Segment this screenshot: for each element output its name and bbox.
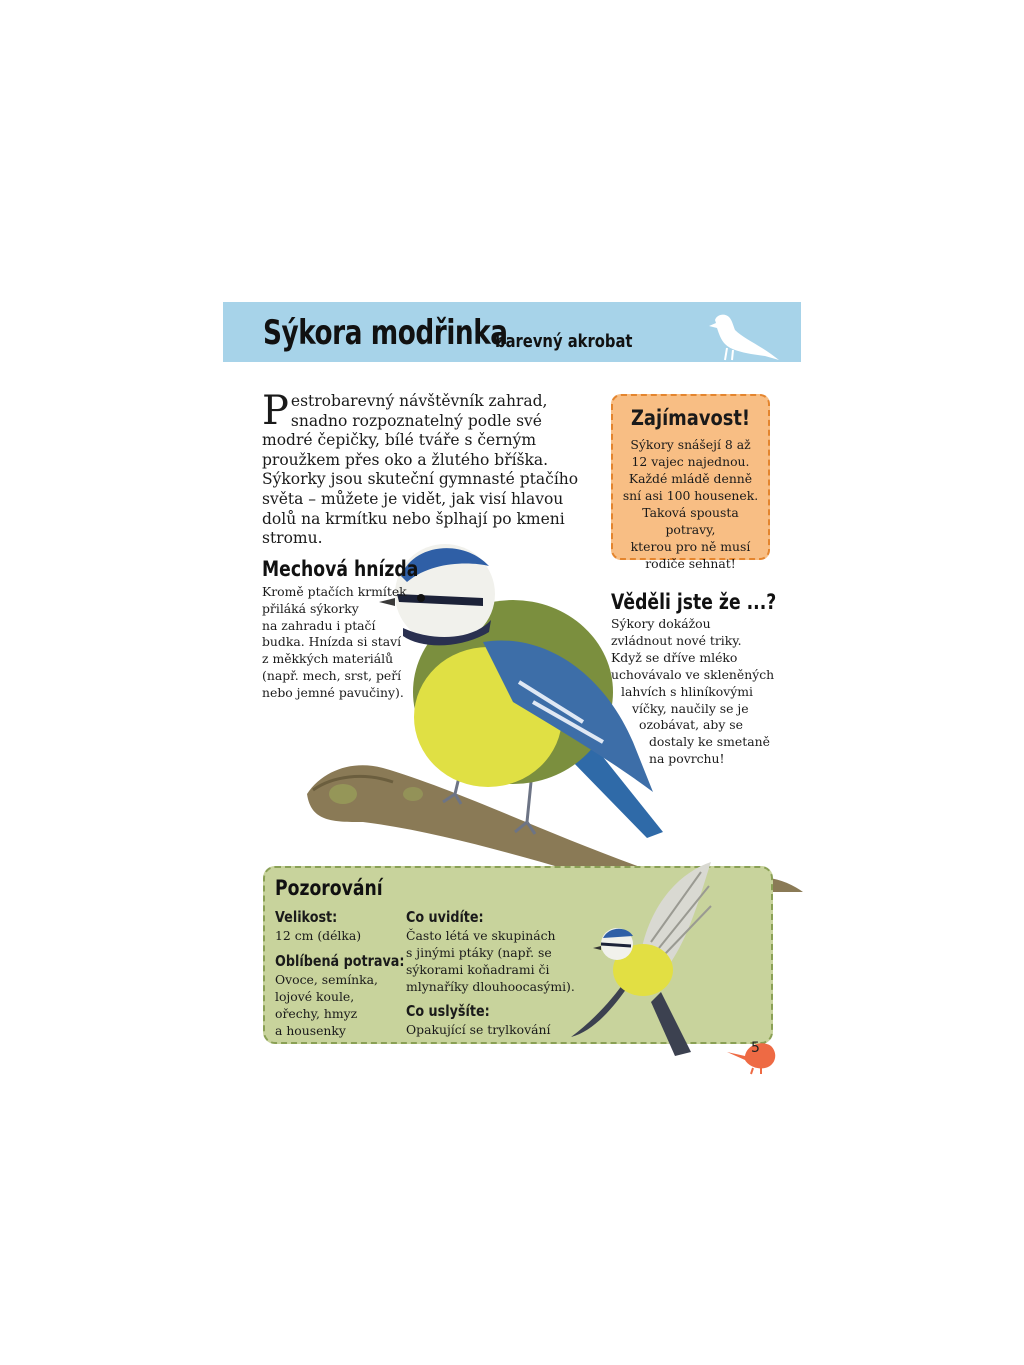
food-line: a housenky — [275, 1023, 346, 1038]
food-value — [275, 971, 378, 1039]
header-band — [223, 302, 801, 362]
food-line: lojové koule, — [275, 989, 355, 1004]
nest-line: nebo jemné pavučiny). — [262, 684, 404, 700]
fact-title: Zajímavost! — [630, 406, 751, 430]
size-label: Velikost: — [275, 908, 338, 926]
know-line: víčky, naučily se je — [632, 700, 749, 716]
page-subtitle: barevný akrobat — [495, 331, 633, 352]
page-title: Sýkora modřinka — [263, 313, 508, 353]
see-line: mlynaříky dlouhoocasými). — [406, 979, 575, 994]
know-line: dostaly ke smetaně — [649, 734, 770, 750]
did-you-know-heading: Věděli jste že ...? — [611, 590, 777, 614]
observation-heading: Pozorování — [275, 876, 383, 900]
nest-line: (např. mech, srst, peří — [262, 667, 402, 683]
fact-line: Sýkory snášejí 8 až — [630, 437, 751, 452]
book-page — [223, 302, 801, 1092]
nest-heading: Mechová hnízda — [262, 557, 419, 581]
fact-line: rodiče sehnat! — [645, 556, 736, 571]
see-line: Často létá ve skupinách — [406, 928, 556, 943]
fact-line: Taková spousta potravy, — [642, 505, 739, 537]
know-line: Sýkory dokážou — [611, 616, 711, 631]
did-you-know-text — [611, 616, 781, 768]
food-line: Ovoce, semínka, — [275, 972, 378, 987]
nest-line: na zahradu i ptačí — [262, 617, 376, 633]
flying-blue-tit-illustration — [571, 862, 731, 1062]
nest-line: přiláká sýkorky — [262, 600, 359, 616]
nest-line: z měkkých materiálů — [262, 651, 394, 667]
fact-line: sní asi 100 housenek. — [622, 488, 759, 503]
fact-line: 12 vajec najednou. — [631, 454, 750, 469]
see-label: Co uvidíte: — [406, 908, 484, 926]
see-value — [406, 927, 575, 995]
know-line: Když se dříve mléko — [611, 649, 738, 665]
know-line: zvládnout nové triky. — [611, 632, 742, 648]
know-line: na povrchu! — [649, 751, 725, 767]
know-line: uchovávalo ve skleněných — [611, 666, 775, 682]
food-label: Oblíbená potrava: — [275, 952, 405, 970]
see-line: sýkorami koňadrami či — [406, 962, 550, 977]
size-value: 12 cm (délka) — [275, 928, 362, 943]
fact-line: Každé mládě denně — [628, 471, 753, 486]
nest-line: Kromě ptačích krmítek — [262, 584, 407, 599]
know-line: lahvích s hliníkovými — [621, 683, 753, 699]
fact-line: kterou pro ně musí — [630, 539, 751, 554]
food-line: ořechy, hmyz — [275, 1006, 358, 1021]
see-line: s jinými ptáky (např. se — [406, 945, 552, 960]
dropcap: P — [262, 388, 289, 434]
intro-paragraph — [262, 388, 592, 549]
know-line: ozobávat, aby se — [639, 717, 743, 733]
hear-value: Opakující se trylkování — [406, 1022, 551, 1037]
nest-text — [262, 584, 412, 702]
bird-silhouette-icon — [705, 308, 785, 362]
page-number: 5 — [751, 1040, 760, 1056]
intro-text: estrobarevný návštěvník zahrad, snadno rozpoznatelný podle své modré čepičky, bílé tváře s černým proužkem přes oko a žlutého bříška. Sýkorky jsou skuteční gymnasté ptačího světa – můžete je vidět, jak visí hlavou dolů na krmítku nebo šplhají po kmeni stromu. — [262, 392, 579, 548]
nest-line: budka. Hnízda si staví — [262, 634, 402, 650]
hear-label: Co uslyšíte: — [406, 1002, 490, 1020]
